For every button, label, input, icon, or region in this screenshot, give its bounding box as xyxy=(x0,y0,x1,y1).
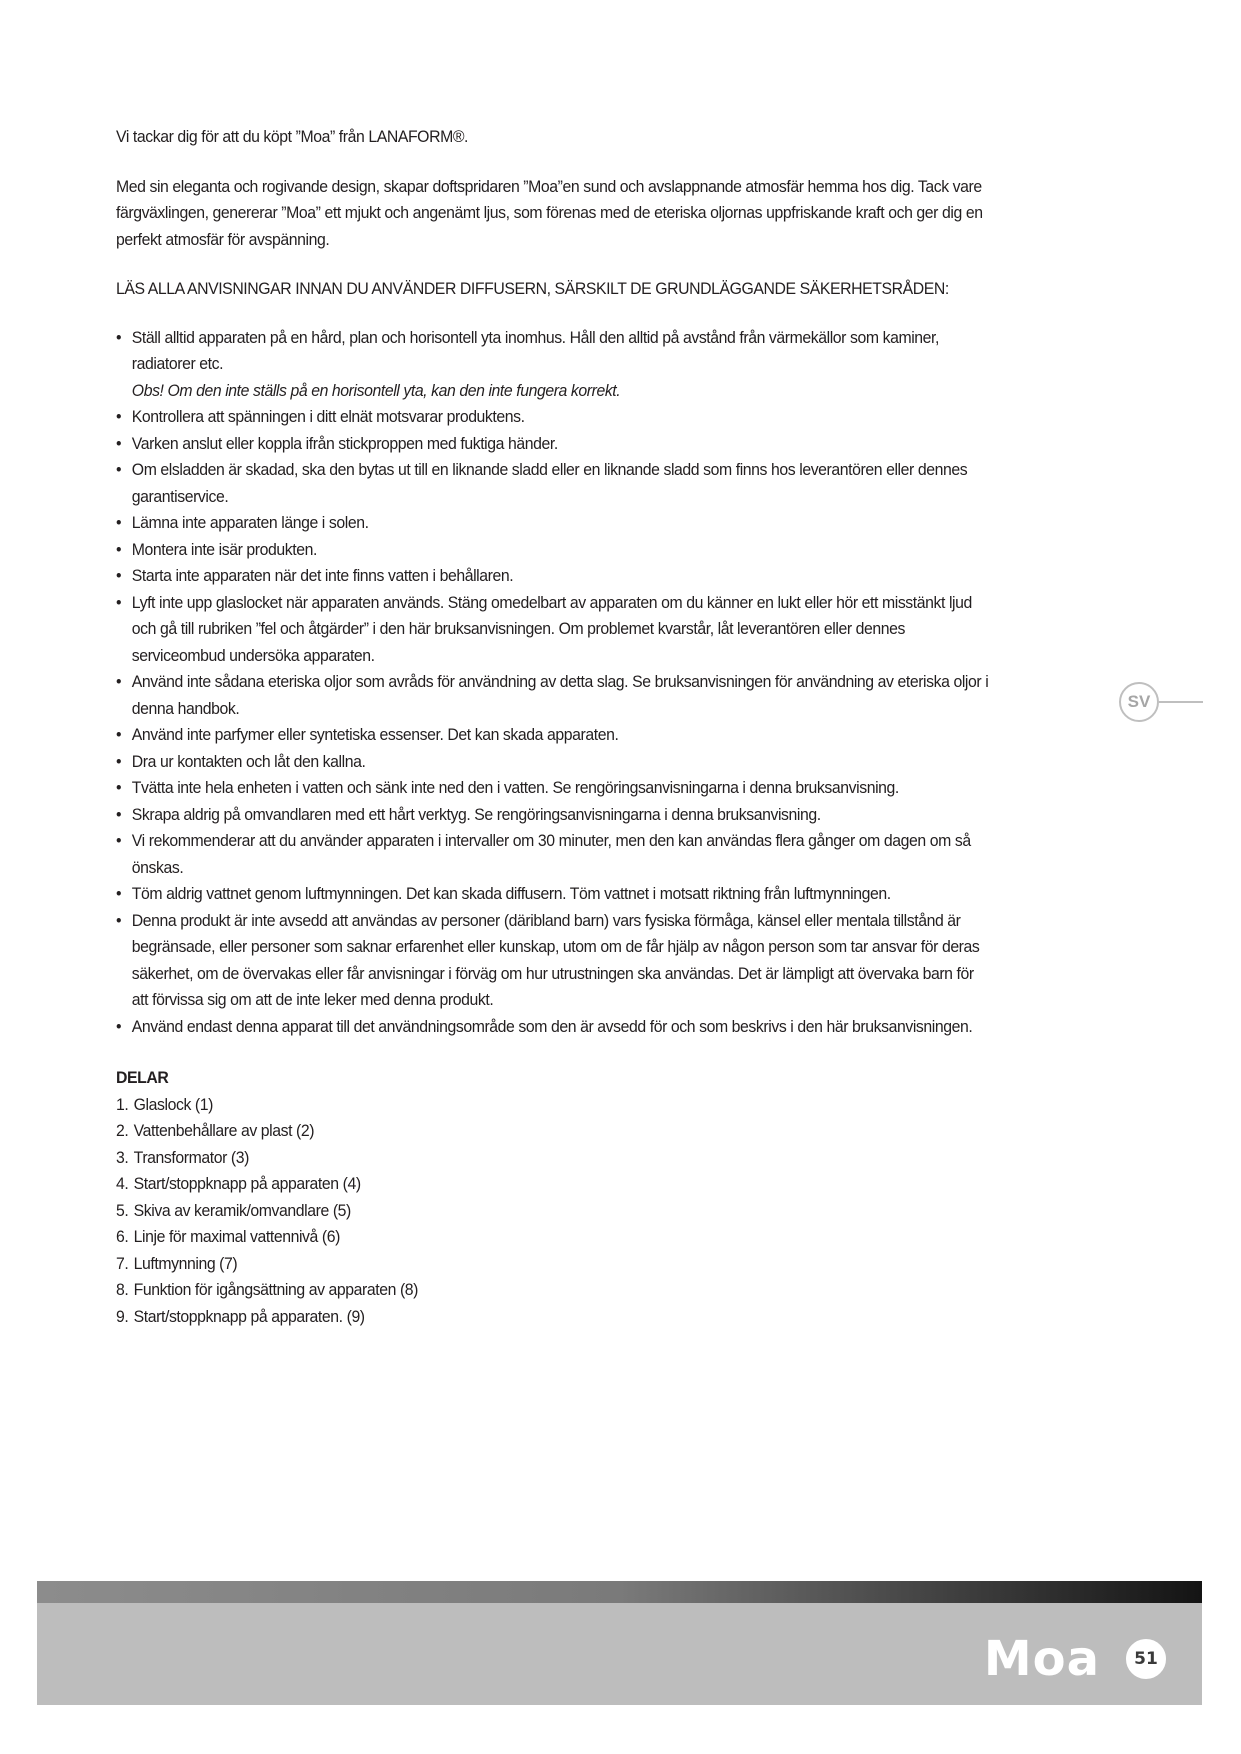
brand-logo: Moa xyxy=(983,1631,1100,1687)
warning-heading: LÄS ALLA ANVISNINGAR INNAN DU ANVÄNDER DIFFUSERN, SÄRSKILT DE GRUNDLÄGGANDE SÄKERHETSRÅDEN: xyxy=(116,279,949,298)
description-text: Med sin eleganta och rogivande design, skapar doftspridaren ”Moa”en sund och avslappnande atmosfär hemma hos dig. Tack vare färgväxlingen, genererar ”Moa” ett mjukt och angenämt ljus, som förenas med de eteriska oljornas uppfriskande kraft och ger dig en perfekt atmosfär för avspänning. xyxy=(116,176,983,249)
safety-rule: • Använd inte parfymer eller syntetiska essenser. Det kan skada apparaten. xyxy=(116,722,990,749)
safety-rule: • Kontrollera att spänningen i ditt elnät motsvarar produktens. xyxy=(116,404,990,431)
safety-rule-text: Ställ alltid apparaten på en hård, plan och horisontell yta inomhus. Håll den alltid på avstånd från värmekällor som kaminer, radiatorer etc. xyxy=(131,327,939,373)
parts-item xyxy=(116,1118,990,1145)
parts-item xyxy=(116,1171,990,1198)
safety-rule: • Montera inte isär produkten. xyxy=(116,537,990,564)
parts-heading: DELAR xyxy=(116,1068,169,1087)
safety-rule xyxy=(116,325,990,405)
parts-item-number: 7. xyxy=(116,1253,129,1273)
parts-item-label: Start/stoppknapp på apparaten. (9) xyxy=(133,1306,365,1326)
intro-text: Vi tackar dig för att du köpt ”Moa” från LANAFORM®. xyxy=(116,127,469,146)
parts-item-label: Glaslock (1) xyxy=(133,1094,213,1114)
parts-item-label: Luftmynning (7) xyxy=(133,1253,238,1273)
parts-item-label: Linje för maximal vattennivå (6) xyxy=(133,1227,340,1246)
parts-item-number: 4. xyxy=(116,1174,129,1193)
parts-list xyxy=(116,1092,990,1331)
parts-item-number: 9. xyxy=(116,1306,129,1326)
safety-note: Obs! Om den inte ställs på en horisontell yta, kan den inte fungera korrekt. xyxy=(131,380,621,400)
parts-item-label: Funktion för igångsättning av apparaten (8) xyxy=(133,1280,419,1299)
parts-item-label: Start/stoppknapp på apparaten (4) xyxy=(133,1174,361,1193)
safety-rule: • Skrapa aldrig på omvandlaren med ett hårt verktyg. Se rengöringsanvisningarna i denna bruksanvisning. xyxy=(116,802,990,829)
parts-item xyxy=(116,1251,990,1278)
safety-rule: • Tvätta inte hela enheten i vatten och sänk inte ned den i vatten. Se rengöringsanvisningarna i denna bruksanvisning. xyxy=(116,775,990,802)
safety-rule: • Töm aldrig vattnet genom luftmynningen. Det kan skada diffusern. Töm vattnet i motsatt riktning från luftmynningen. xyxy=(116,881,990,908)
parts-item-label: Skiva av keramik/omvandlare (5) xyxy=(133,1200,351,1220)
parts-item-number: 8. xyxy=(116,1280,129,1299)
parts-item-label: Vattenbehållare av plast (2) xyxy=(133,1121,315,1140)
footer-gradient-bar xyxy=(37,1581,1202,1603)
parts-item xyxy=(116,1277,990,1304)
parts-item xyxy=(116,1092,990,1119)
parts-item-label: Transformator (3) xyxy=(133,1147,249,1167)
safety-rule: • Denna produkt är inte avsedd att användas av personer (däribland barn) vars fysiska förmåga, känsel eller mentala tillstånd är begränsade, eller personer som saknar erfarenhet eller kunskap, utom om de får hjälp av någon person som tar ansvar för deras säkerhet, om de övervakas eller får anvisningar i förväg om hur utrustningen ska användas. Det är lämpligt att övervaka barn för att förvissa sig om att de inte leker med denna produkt. xyxy=(116,908,990,1014)
parts-item-number: 6. xyxy=(116,1227,129,1246)
page-number: 51 xyxy=(1129,1642,1163,1676)
safety-rule: • Lyft inte upp glaslocket när apparaten används. Stäng omedelbart av apparaten om du känner en lukt eller hör ett misstänkt ljud och gå till rubriken ”fel och åtgärder” i den här bruksanvisningen. Om problemet kvarstår, låt leverantören eller dennes serviceombud undersöka apparaten. xyxy=(116,590,990,670)
safety-rule: • Lämna inte apparaten länge i solen. xyxy=(116,510,990,537)
parts-item-number: 3. xyxy=(116,1147,129,1167)
safety-rule: • Använd inte sådana eteriska oljor som avråds för användning av detta slag. Se bruksanvisningen för användning av eteriska oljor i denna handbok. xyxy=(116,669,990,722)
parts-item xyxy=(116,1198,990,1225)
safety-rules-list xyxy=(116,325,990,1041)
parts-item xyxy=(116,1145,990,1172)
language-tab-line xyxy=(1159,701,1203,703)
language-tab: SV xyxy=(1119,682,1159,722)
safety-rule: • Dra ur kontakten och låt den kallna. xyxy=(116,749,990,776)
parts-item xyxy=(116,1224,990,1251)
safety-rule: • Om elsladden är skadad, ska den bytas ut till en liknande sladd eller en liknande sladd som finns hos leverantören eller dennes garantiservice. xyxy=(116,457,990,510)
parts-item-number: 1. xyxy=(116,1094,129,1114)
safety-rule: • Använd endast denna apparat till det användningsområde som den är avsedd för och som beskrivs i den här bruksanvisningen. xyxy=(116,1014,990,1041)
footer-band xyxy=(37,1603,1202,1705)
page-number-badge xyxy=(1126,1639,1166,1679)
safety-rule: • Varken anslut eller koppla ifrån stickproppen med fuktiga händer. xyxy=(116,431,990,458)
safety-rule: • Vi rekommenderar att du använder apparaten i intervaller om 30 minuter, men den kan användas flera gånger om dagen om så önskas. xyxy=(116,828,990,881)
manual-content xyxy=(116,124,990,1330)
parts-item-number: 2. xyxy=(116,1121,129,1140)
parts-item-number: 5. xyxy=(116,1200,129,1220)
parts-item xyxy=(116,1304,990,1331)
safety-rule: • Starta inte apparaten när det inte finns vatten i behållaren. xyxy=(116,563,990,590)
